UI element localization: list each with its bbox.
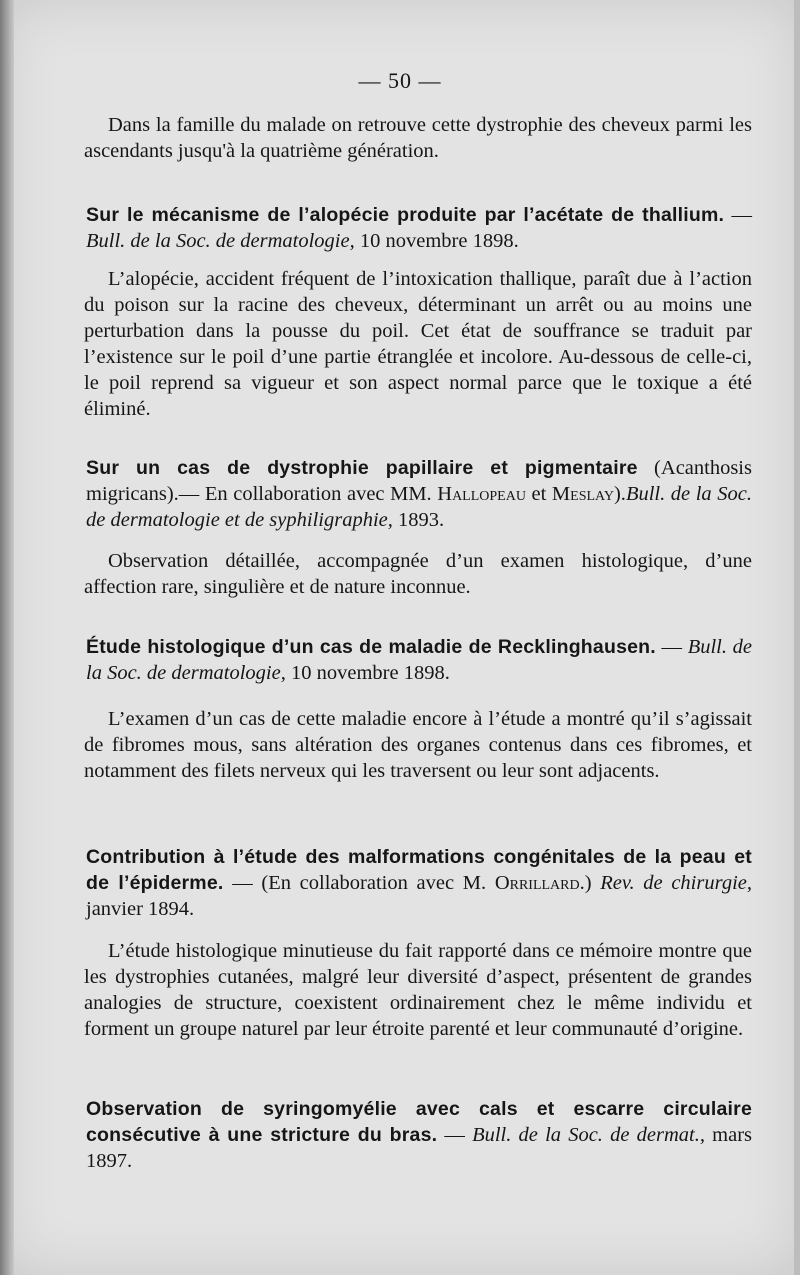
- entry-title: Observation de syringomyélie avec cals et escarre circulaire consécutive à une stricture du bras.: [86, 1098, 752, 1146]
- entry-heading: [86, 634, 752, 686]
- entry-source: Bull. de la Soc. de dermat.,: [472, 1124, 705, 1146]
- collaborator-name: Meslay: [551, 483, 614, 505]
- entry-date: mars 1897.: [86, 1124, 752, 1172]
- entry-note: .): [579, 872, 601, 894]
- entry-date: 10 novembre 1898.: [285, 662, 450, 684]
- entry-title: Sur le mécanisme de l’alopécie produite par l’acétate de thallium.: [86, 204, 725, 226]
- entry-title: Étude histologique d’un cas de maladie de Recklinghausen.: [86, 636, 656, 658]
- entry-note: — (En collaboration avec M.: [223, 872, 495, 894]
- entry-date: 10 novembre 1898.: [354, 230, 519, 252]
- entry-source: Rev. de chirurgie,: [600, 872, 752, 894]
- entry-body: Observation détaillée, accompagnée d’un examen histologique, d’une affection rare, singulière et de nature inconnue.: [84, 550, 752, 598]
- page-number: — 50 —: [358, 68, 442, 93]
- entry-note: ).: [613, 483, 626, 505]
- entry-dash: —: [655, 636, 688, 658]
- entry-title: Sur un cas de dystrophie papillaire et pigmentaire: [86, 457, 638, 479]
- entry-heading: [86, 455, 752, 533]
- intro-paragraph: Dans la famille du malade on retrouve cette dystrophie des cheveux parmi les ascendants jusqu'à la quatrième génération.: [84, 114, 752, 162]
- entry-date: 1893.: [392, 509, 445, 531]
- entry-title: Contribution à l’étude des malformations congénitales de la peau et de l’épiderme.: [86, 846, 752, 894]
- entry-heading: [86, 202, 752, 254]
- entry-heading: [86, 1096, 752, 1174]
- entry-body: L’examen d’un cas de cette maladie encore à l’étude a montré qu’il s’agissait de fibromes mous, sans altération des organes contenus dans ces fibromes, et notamment des filets nerveux qui les traversent ou leur sont adjacents.: [84, 708, 752, 782]
- entry-body: L’étude histologique minutieuse du fait rapporté dans ce mémoire montre que les dystrophies cutanées, malgré leur diversité d’aspect, présentent de grandes analogies de structure, coexistent ordinairement chez le même individu et forment un groupe naturel par leur étroite parenté et leur communauté d’origine.: [84, 940, 752, 1040]
- entry-heading: [86, 844, 752, 922]
- entry-source: Bull. de la Soc. de dermatologie et de syphiligraphie,: [86, 483, 752, 531]
- collaborator-name: Hallopeau: [437, 483, 526, 505]
- entry-body: L’alopécie, accident fréquent de l’intoxication thallique, paraît due à l’action du poison sur la racine des cheveux, déterminant un arrêt ou au moins une perturbation dans la pousse du poil. Cet état de souffrance se traduit par l’existence sur le poil d’une partie étranglée et incolore. Au-dessous de celle-ci, le poil reprend sa vigueur et son aspect normal parce que le toxique a été éliminé.: [84, 268, 752, 420]
- entry-dash: —: [724, 204, 752, 226]
- entry-note: et: [525, 483, 552, 505]
- entry-date: janvier 1894.: [86, 898, 195, 920]
- entry-source: Bull. de la Soc. de dermatologie,: [86, 636, 752, 684]
- entry-note: (Acanthosis migricans).— En collaboration avec MM.: [86, 457, 752, 505]
- page-edge-right: [794, 0, 800, 1275]
- page-edge-shadow: [0, 0, 14, 1275]
- entry-source: Bull. de la Soc. de dermatologie,: [86, 230, 355, 252]
- entry-dash: —: [437, 1124, 473, 1146]
- collaborator-name: Orrillard: [494, 872, 580, 894]
